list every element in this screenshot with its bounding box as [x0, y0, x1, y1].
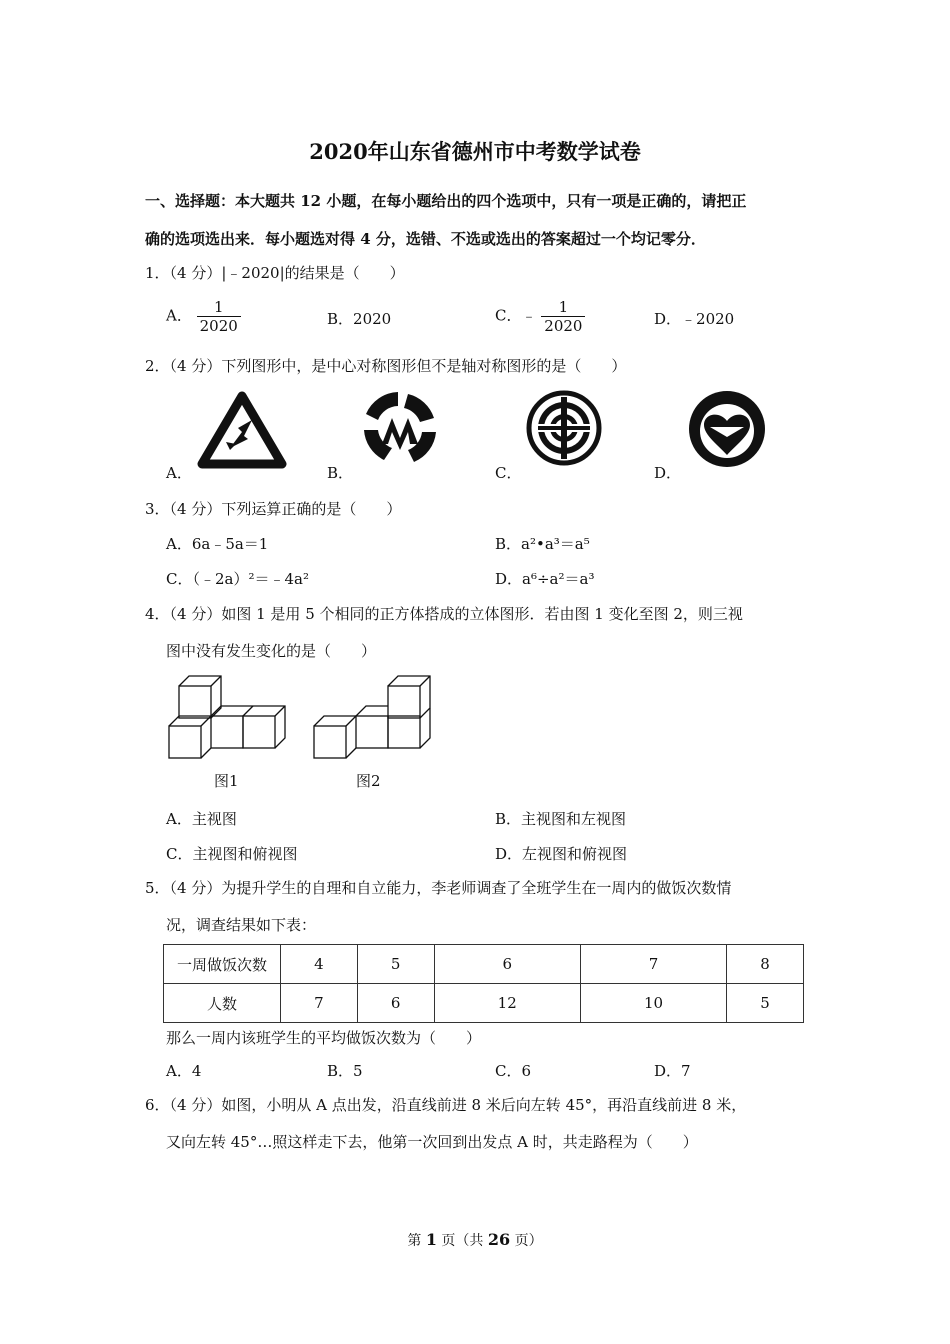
table-cell: 8 — [727, 945, 804, 984]
q1-option-b: B．2020 — [327, 310, 392, 328]
q3-stem: 3．（4 分）下列运算正确的是（ ） — [145, 500, 402, 518]
cooking-survey-table — [163, 944, 804, 1023]
figure-2-caption: 图2 — [356, 772, 381, 790]
q2-option-b: B． — [327, 464, 354, 482]
q1-option-c: C．﹣ $\frac{1}{2020}$ — [495, 298, 585, 335]
q4-option-a: A．主视图 — [166, 810, 237, 828]
figure-1-caption: 图1 — [214, 772, 239, 790]
q5-stem-line2: 况，调查结果如下表： — [166, 916, 317, 934]
table-row — [164, 945, 804, 984]
table-cell: 6 — [434, 945, 580, 984]
q6-stem-line2: 又向左转 45°…照这样走下去，他第一次回到出发点 A 时，共走路程为（ ） — [166, 1133, 698, 1151]
page-number: 1 — [425, 1230, 437, 1249]
table-cell: 人数 — [164, 984, 281, 1023]
q4-stem-line1: 4．（4 分）如图 1 是用 5 个相同的正方体搭成的立体图形．若由图 1 变化至图 2，则三视 — [145, 605, 743, 623]
table-row — [164, 984, 804, 1023]
table-cell: 10 — [580, 984, 726, 1023]
q5-option-d: D．7 — [654, 1062, 691, 1080]
q5-option-c: C．6 — [495, 1062, 532, 1080]
q4-option-b: B．主视图和左视图 — [495, 810, 627, 828]
q2-option-d: D． — [654, 464, 682, 482]
section-heading-line1: 一、选择题：本大题共 12 小题，在每小题给出的四个选项中，只有一项是正确的，请把正 — [145, 192, 747, 210]
q1-option-a: A． $\frac{1}{2020}$ — [166, 298, 241, 335]
table-cell: 4 — [281, 945, 358, 984]
q5-stem-line1: 5．（4 分）为提升学生的自理和自立能力，李老师调查了全班学生在一周内的做饭次数情 — [145, 879, 732, 897]
table-cell: 7 — [580, 945, 726, 984]
page-title: 2020年山东省德州市中考数学试卷 — [309, 139, 641, 164]
table-cell: 12 — [434, 984, 580, 1023]
table-cell: 5 — [727, 984, 804, 1023]
figure-1-cubes — [165, 674, 290, 760]
figure-2-cubes — [310, 674, 440, 760]
q2-option-a: A． — [166, 464, 192, 482]
table-cell: 7 — [281, 984, 358, 1023]
q6-stem-line1: 6．（4 分）如图，小明从 A 点出发，沿直线前进 8 米后向左转 45°，再沿直线前进 8 米， — [145, 1096, 747, 1114]
q5-option-b: B．5 — [327, 1062, 363, 1080]
circle-emblem-icon — [525, 389, 603, 467]
q4-option-c: C．主视图和俯视图 — [166, 845, 298, 863]
q1-stem: 1．（4 分）|﹣2020|的结果是（ ） — [145, 264, 405, 282]
q3-option-d: D．a⁶÷a²＝a³ — [495, 570, 595, 588]
q4-stem-line2: 图中没有发生变化的是（ ） — [166, 642, 377, 660]
q1-option-d: D．﹣2020 — [654, 310, 735, 328]
table-cell: 5 — [357, 945, 434, 984]
q3-option-c: C．（﹣2a）²＝﹣4a² — [166, 570, 309, 588]
q3-option-a: A．6a﹣5a＝1 — [166, 535, 269, 553]
swirl-logo-icon — [358, 388, 442, 468]
q5-option-a: A．4 — [166, 1062, 202, 1080]
q2-option-c: C． — [495, 464, 522, 482]
heart-emblem-icon — [686, 389, 768, 469]
q4-option-d: D．左视图和俯视图 — [495, 845, 628, 863]
section-heading-line2: 确的选项选出来．每小题选对得 4 分，选错、不选或选出的答案超过一个均记零分． — [145, 230, 706, 248]
q3-option-b: B．a²•a³＝a⁵ — [495, 535, 590, 553]
q5-question: 那么一周内该班学生的平均做饭次数为（ ） — [166, 1029, 482, 1047]
table-cell: 一周做饭次数 — [164, 945, 281, 984]
page-total: 26 — [487, 1230, 511, 1249]
table-cell: 6 — [357, 984, 434, 1023]
warning-triangle-icon — [196, 390, 288, 470]
q2-stem: 2．（4 分）下列图形中，是中心对称图形但不是轴对称图形的是（ ） — [145, 357, 627, 375]
page-footer: 第 1 页（共 26 页） — [407, 1230, 543, 1249]
